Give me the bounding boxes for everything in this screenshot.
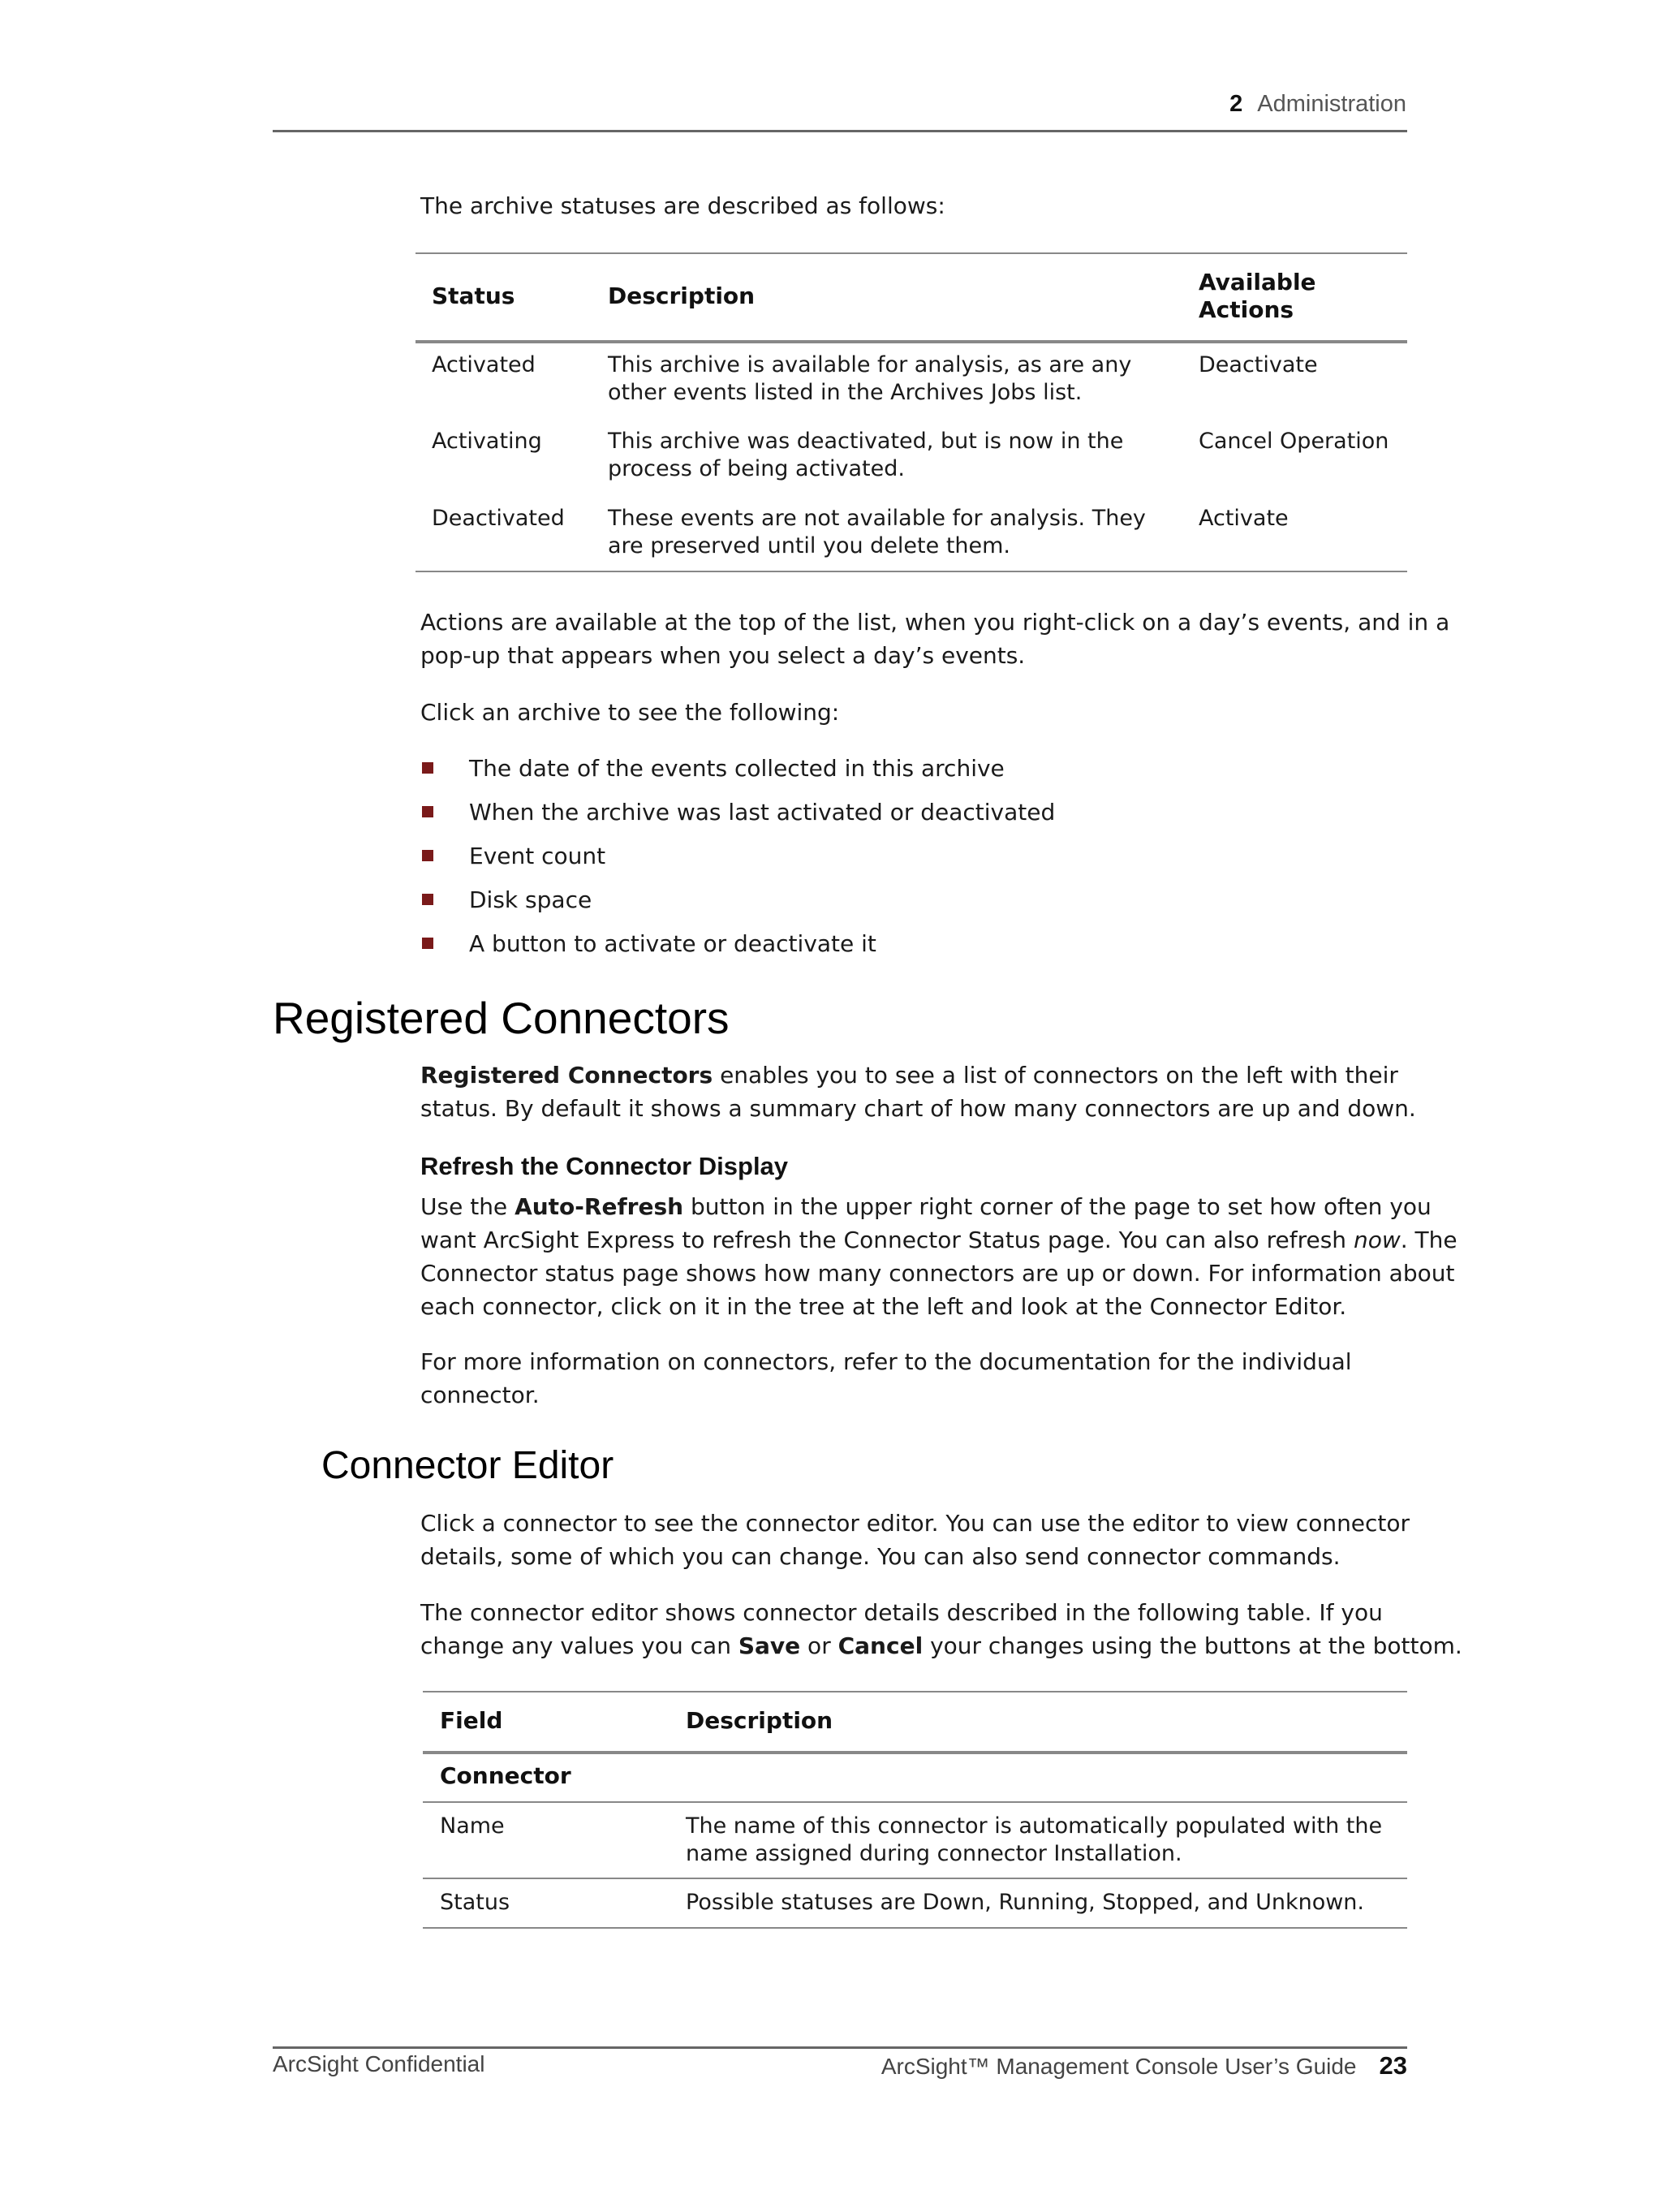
refresh-paragraph: Use the Auto-Refresh button in the upper right corner of the page to set how often you want ArcSight Express to refresh the Connector Status page. You can also refresh now. The Connector status page shows how many connectors are up or down. For information about each connector, click on it in the tree at the left and look at the Connector Editor. xyxy=(420,1193,1457,1320)
field-table-row-rule xyxy=(423,1801,1407,1803)
bullet-square-icon xyxy=(422,762,433,774)
field-table-top-rule xyxy=(423,1691,1407,1692)
list-item: Disk space xyxy=(469,886,592,913)
section-heading-registered-connectors: Registered Connectors xyxy=(273,993,730,1043)
status-table-header-status: Status xyxy=(432,282,515,309)
field-table-bottom-rule xyxy=(423,1927,1407,1929)
connector-editor-paragraph-2: The connector editor shows connector details described in the following table. If you change any values you can Save or Cancel your changes using the buttons at the bottom. xyxy=(420,1599,1462,1659)
field-table-header-description: Description xyxy=(686,1707,833,1734)
list-item: A button to activate or deactivate it xyxy=(469,930,876,957)
subheading-refresh: Refresh the Connector Display xyxy=(420,1152,789,1180)
more-info-paragraph: For more information on connectors, refer to the documentation for the individual connector. xyxy=(420,1348,1352,1408)
field-table-header-rule xyxy=(423,1751,1407,1754)
status-row-description: This archive was deactivated, but is now in the process of being activated. xyxy=(608,429,1124,481)
intro-paragraph: The archive statuses are described as follows: xyxy=(420,192,945,219)
running-header xyxy=(1229,91,1406,118)
status-table-header-description: Description xyxy=(608,282,756,309)
bullet-square-icon xyxy=(422,938,433,949)
status-table-top-rule xyxy=(416,252,1407,254)
click-archive-paragraph: Click an archive to see the following: xyxy=(420,699,840,726)
status-table-header-rule xyxy=(416,340,1407,343)
field-table-row-rule xyxy=(423,1878,1407,1879)
footer-rule xyxy=(273,2046,1407,2049)
status-row-action: Activate xyxy=(1199,506,1289,531)
field-row-description: The name of this connector is automatically populated with the name assigned during connector Installation. xyxy=(686,1813,1383,1866)
status-row-status: Deactivated xyxy=(432,506,565,531)
bullet-square-icon xyxy=(422,850,433,861)
status-table-bottom-rule xyxy=(416,571,1407,572)
status-row-status: Activating xyxy=(432,429,542,454)
field-row-field: Name xyxy=(440,1813,505,1839)
field-row-field: Status xyxy=(440,1890,510,1915)
registered-connectors-paragraph: Registered Connectors enables you to see a list of connectors on the left with their status. By default it shows a summary chart of how many connectors are up and down. xyxy=(420,1062,1416,1122)
footer-right xyxy=(881,2051,1407,2080)
status-row-description: This archive is available for analysis, as are any other events listed in the Archives Jobs list. xyxy=(608,352,1132,405)
page-number: 23 xyxy=(1379,2051,1407,2080)
connector-editor-paragraph-1: Click a connector to see the connector editor. You can use the editor to view connector details, some of which you can change. You can also send connector commands. xyxy=(420,1510,1410,1570)
field-table-header-field: Field xyxy=(440,1707,503,1734)
list-item: Event count xyxy=(469,843,606,869)
bullet-square-icon xyxy=(422,806,433,817)
actions-paragraph: Actions are available at the top of the list, when you right-click on a day’s events, and in a pop-up that appears when you select a day’s events. xyxy=(420,609,1450,669)
field-row-description: Possible statuses are Down, Running, Stopped, and Unknown. xyxy=(686,1890,1364,1915)
status-row-action: Cancel Operation xyxy=(1199,429,1389,454)
field-table-section-connector: Connector xyxy=(440,1762,571,1789)
list-item: When the archive was last activated or deactivated xyxy=(469,799,1056,826)
chapter-title: Administration xyxy=(1257,91,1406,117)
footer-guide-title: ArcSight™ Management Console User’s Guide xyxy=(881,2054,1357,2079)
status-row-description: These events are not available for analysis. They are preserved until you delete them. xyxy=(608,506,1146,558)
section-heading-connector-editor: Connector Editor xyxy=(321,1444,614,1487)
status-table-header-actions: Available Actions xyxy=(1199,269,1316,323)
list-item: The date of the events collected in this archive xyxy=(469,755,1005,782)
status-row-status: Activated xyxy=(432,352,536,377)
chapter-number: 2 xyxy=(1229,91,1243,117)
header-rule xyxy=(273,130,1407,132)
footer-left: ArcSight Confidential xyxy=(273,2051,485,2076)
bullet-square-icon xyxy=(422,894,433,905)
status-row-action: Deactivate xyxy=(1199,352,1318,377)
